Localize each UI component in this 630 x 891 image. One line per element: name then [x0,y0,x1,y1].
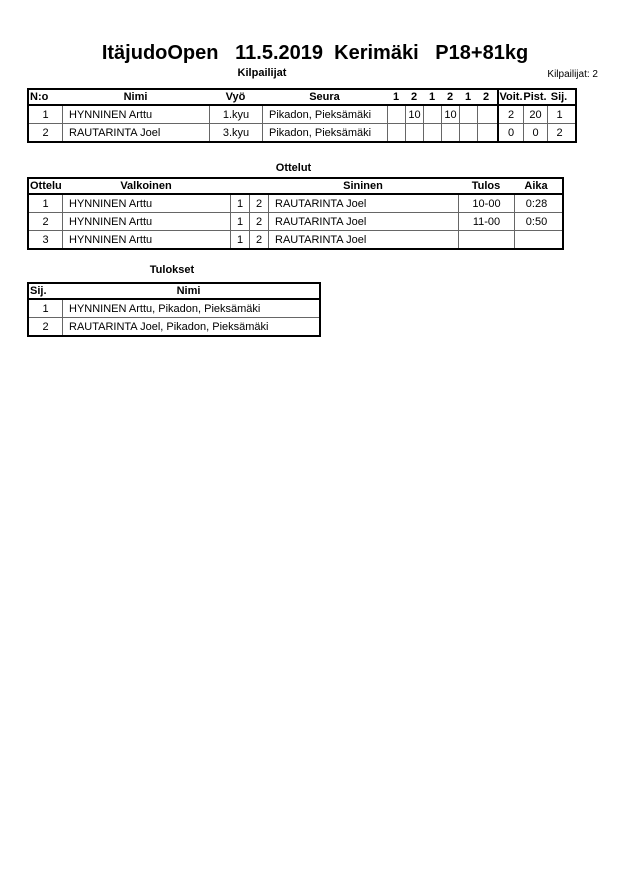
result-name: HYNNINEN Arttu, Pikadon, Pieksämäki [62,300,315,317]
column-header-result: Tulos [471,180,501,192]
competitors-header-row [29,90,499,106]
blue-name: RAUTARINTA Joel [268,213,458,230]
column-header-name: Nimi [123,91,148,103]
score-cell [405,124,423,141]
blue-num: 2 [249,231,268,248]
result-row [29,300,319,317]
result-name: RAUTARINTA Joel, Pikadon, Pieksämäki [62,318,315,335]
column-header-name: Nimi [176,285,201,297]
column-header-blue: Sininen [343,180,383,192]
score-cell [387,124,405,141]
score-cell [423,106,441,123]
competitor-club: Pikadon, Pieksämäki [262,124,387,141]
column-header-club: Seura [309,91,340,103]
column-header-time: Aika [524,180,548,192]
column-header-points: Pist. [523,91,547,103]
match-row [29,212,562,230]
column-header-score-5: 1 [464,91,472,103]
result-place: 1 [42,302,49,315]
column-header-score-3: 1 [428,91,436,103]
white-num: 1 [230,195,249,212]
match-no: 3 [42,233,49,246]
score-cell: 10 [405,106,423,123]
summary-header-row [499,90,575,106]
white-name: HYNNINEN Arttu [62,195,230,212]
section-heading-results: Tulokset [149,264,195,276]
match-result: 11-00 [458,213,514,230]
column-header-blue-num [249,179,268,193]
score-cell [423,124,441,141]
column-header-score-4: 2 [446,91,454,103]
column-header-place: Sij. [550,91,568,103]
points-cell: 20 [523,106,547,123]
match-result: 10-00 [458,195,514,212]
match-no: 2 [42,215,49,228]
wins-cell: 0 [507,126,515,139]
blue-name: RAUTARINTA Joel [268,231,458,248]
match-time: 0:50 [514,213,558,230]
wins-cell: 2 [507,108,515,121]
section-heading-competitors: Kilpailijat [237,67,287,79]
competitor-no: 1 [42,108,49,121]
competitor-name: RAUTARINTA Joel [62,124,209,141]
results-table [27,282,321,337]
white-name: HYNNINEN Arttu [62,231,230,248]
column-header-no: N:o [30,91,49,103]
result-row [29,317,319,335]
competitor-belt: 1.kyu [209,106,262,123]
score-cell [477,124,495,141]
summary-row [499,106,575,123]
competitor-row [29,106,499,123]
competitors-table [27,88,501,143]
column-header-score-6: 2 [482,91,490,103]
score-cell: 10 [441,106,459,123]
column-header-score-1: 1 [392,91,400,103]
column-header-white: Valkoinen [120,180,172,192]
results-header-row [29,284,319,300]
blue-name: RAUTARINTA Joel [268,195,458,212]
score-cell [459,124,477,141]
competitor-no: 2 [42,126,49,139]
competitor-club: Pikadon, Pieksämäki [262,106,387,123]
column-header-place: Sij. [30,285,47,297]
white-num: 1 [230,231,249,248]
white-name: HYNNINEN Arttu [62,213,230,230]
match-result [458,231,514,248]
competitors-count: Kilpailijat: 2 [547,69,598,80]
score-cell [477,106,495,123]
page-title: ItäjudoOpen 11.5.2019 Kerimäki P18+81kg [101,42,529,64]
place-cell: 2 [547,124,571,141]
blue-num: 2 [249,195,268,212]
column-header-match: Ottelu [30,180,62,192]
competitor-name: HYNNINEN Arttu [62,106,209,123]
score-cell [441,124,459,141]
competitors-summary-table [497,88,577,143]
column-header-belt: Vyö [225,91,246,103]
column-header-white-num [230,179,249,193]
score-cell [387,106,405,123]
matches-table [27,177,564,250]
match-row [29,195,562,212]
blue-num: 2 [249,213,268,230]
match-row [29,230,562,248]
competitor-belt: 3.kyu [209,124,262,141]
column-header-wins: Voit. [499,91,523,103]
place-cell: 1 [547,106,571,123]
white-num: 1 [230,213,249,230]
points-cell: 0 [523,124,547,141]
match-no: 1 [42,197,49,210]
match-time [514,231,558,248]
column-header-score-2: 2 [410,91,418,103]
score-cell [459,106,477,123]
result-place: 2 [42,320,49,333]
section-heading-matches: Ottelut [275,162,312,174]
summary-row [499,123,575,141]
competitor-row [29,123,499,141]
matches-header-row [29,179,562,195]
match-time: 0:28 [514,195,558,212]
